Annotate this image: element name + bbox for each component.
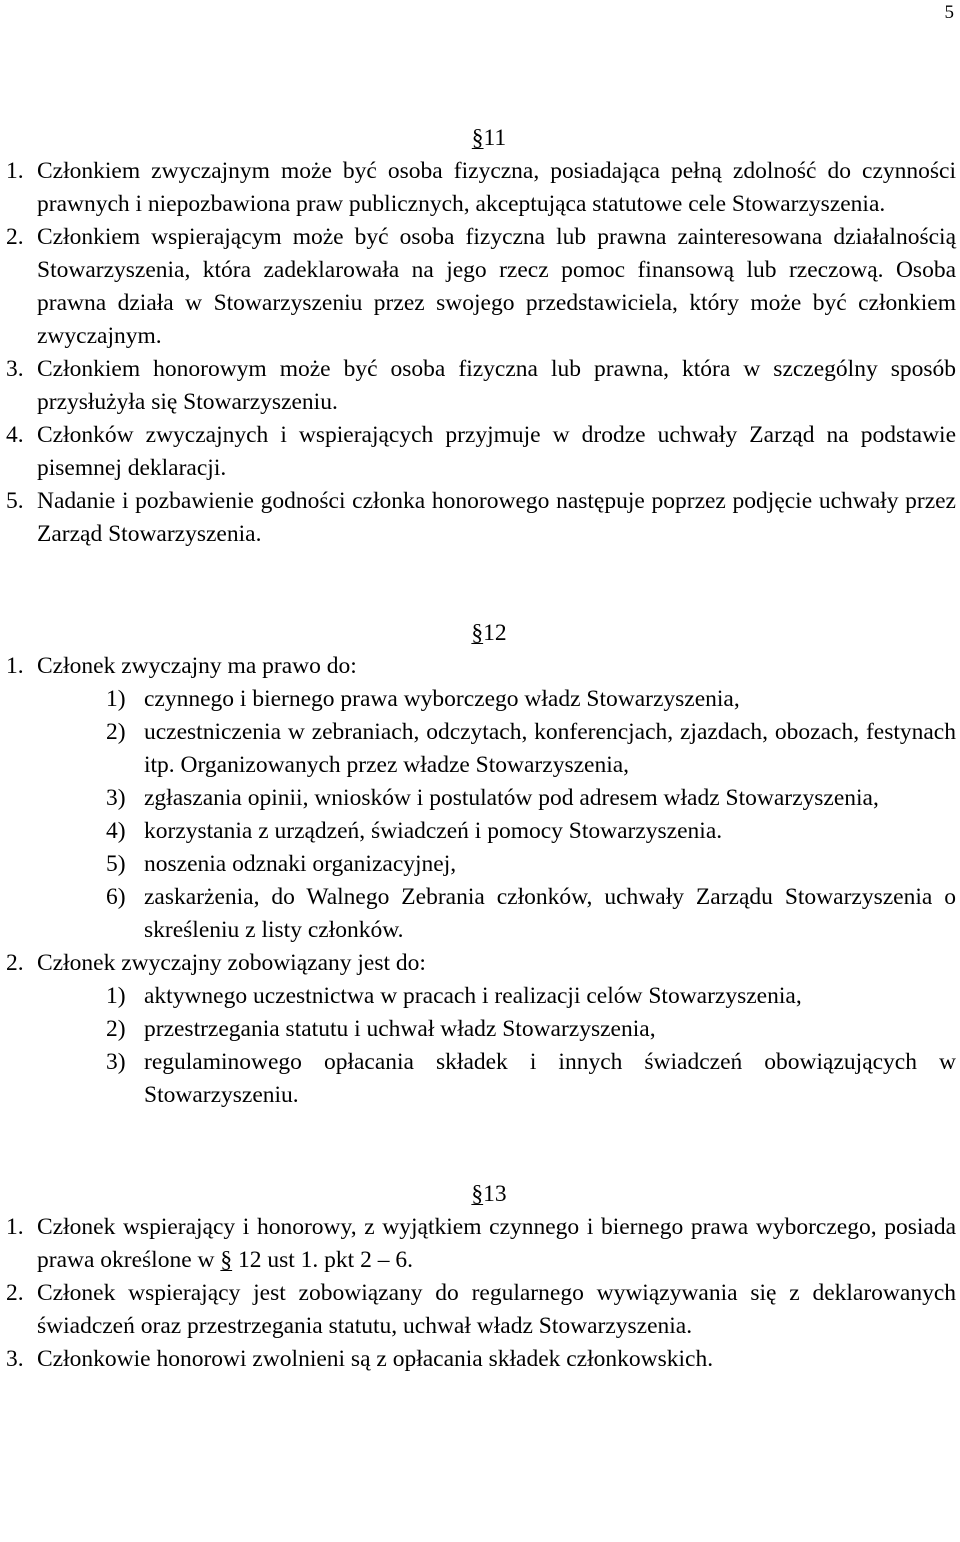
section-12 — [6, 617, 956, 1112]
item-text: Członkiem honorowym może być osoba fizyczna lub prawna, która w szczególny sposób przysłużyła się Stowarzyszeniu. — [37, 356, 956, 415]
sub-item-number: 6) — [106, 884, 126, 910]
sub-item-number: 4) — [106, 818, 126, 844]
paragraph-item — [6, 1343, 956, 1376]
sub-item-text: zgłaszania opinii, wniosków i postulatów pod adresem władz Stowarzyszenia, — [144, 785, 879, 811]
sub-item — [106, 716, 956, 782]
item-text-before: Członek wspierający i honorowy, z wyjątkiem czynnego i biernego prawa wyborczego, posiada prawa określone w — [37, 1214, 956, 1273]
sub-item-number: 2) — [106, 719, 126, 745]
item-number: 2. — [6, 1280, 24, 1306]
item-text: Członkiem wspierającym może być osoba fizyczna lub prawna zainteresowana działalnością Stowarzyszenia, która zadeklarowała na jego rzecz pomoc finansową lub rzeczową. Osoba prawna działa w Stowarzyszeniu przez swojego przedstawiciela, który może być członkiem zwyczajnym. — [37, 224, 956, 349]
item-number: 2. — [6, 224, 24, 250]
sub-item — [106, 782, 956, 815]
section-heading — [6, 617, 956, 650]
sub-item-number: 1) — [106, 983, 126, 1009]
item-number: 5. — [6, 488, 24, 514]
document-body — [6, 122, 956, 1376]
item-text: Członek zwyczajny ma prawo do: — [37, 653, 357, 679]
sub-item-text: korzystania z urządzeń, świadczeń i pomocy Stowarzyszenia. — [144, 818, 723, 844]
section-number: 12 — [483, 620, 507, 646]
item-number: 4. — [6, 422, 24, 448]
sub-item-text: uczestniczenia w zebraniach, odczytach, konferencjach, zjazdach, obozach, festynach itp. Organizowanych przez władze Stowarzyszenia, — [144, 719, 956, 778]
paragraph-item — [6, 155, 956, 221]
sub-item — [106, 881, 956, 947]
sub-item-number: 3) — [106, 1049, 126, 1075]
section-11 — [6, 122, 956, 551]
item-text: Członkiem zwyczajnym może być osoba fizyczna, posiadająca pełną zdolność do czynności prawnych i niepozbawiona praw publicznych, akceptująca statutowe cele Stowarzyszenia. — [37, 158, 956, 217]
sub-item-text: noszenia odznaki organizacyjnej, — [144, 851, 457, 877]
sub-item-number: 1) — [106, 686, 126, 712]
item-text: Członków zwyczajnych i wspierających przyjmuje w drodze uchwały Zarząd na podstawie pisemnej deklaracji. — [37, 422, 956, 481]
sub-item-text: czynnego i biernego prawa wyborczego władz Stowarzyszenia, — [144, 686, 740, 712]
item-text-after: 12 ust 1. pkt 2 – 6. — [232, 1247, 413, 1273]
paragraph-item — [6, 419, 956, 485]
paragraph-item — [6, 353, 956, 419]
paragraph-item — [6, 221, 956, 353]
sub-item — [106, 1046, 956, 1112]
sub-item-number: 3) — [106, 785, 126, 811]
paragraph-item — [6, 1277, 956, 1343]
item-number: 2. — [6, 950, 24, 976]
item-text: Członkowie honorowi zwolnieni są z opłacania składek członkowskich. — [37, 1346, 714, 1372]
sub-item — [106, 815, 956, 848]
section-heading — [6, 122, 956, 155]
sub-item — [106, 848, 956, 881]
paragraph-item — [6, 485, 956, 551]
sub-item — [106, 1013, 956, 1046]
section-number: 13 — [483, 1181, 507, 1207]
item-number: 1. — [6, 653, 24, 679]
sub-item — [106, 980, 956, 1013]
section-heading — [6, 1178, 956, 1211]
sub-item-text: regulaminowego opłacania składek i innych świadczeń obowiązujących w Stowarzyszeniu. — [144, 1049, 956, 1108]
item-text: Nadanie i pozbawienie godności członka honorowego następuje poprzez podjęcie uchwały przez Zarząd Stowarzyszenia. — [37, 488, 956, 547]
section-mark: § — [471, 620, 484, 646]
item-number: 3. — [6, 356, 24, 382]
sub-item-text: aktywnego uczestnictwa w pracach i realizacji celów Stowarzyszenia, — [144, 983, 802, 1009]
sub-item — [106, 683, 956, 716]
item-text: Członek zwyczajny zobowiązany jest do: — [37, 950, 426, 976]
reference-section-mark: § — [220, 1247, 233, 1273]
item-text: Członek wspierający jest zobowiązany do regularnego wywiązywania się z deklarowanych świadczeń oraz przestrzegania statutu, uchwał władz Stowarzyszenia. — [37, 1280, 956, 1339]
paragraph-item — [6, 1211, 956, 1277]
sub-item-number: 5) — [106, 851, 126, 877]
sub-item-number: 2) — [106, 1016, 126, 1042]
sub-list — [6, 683, 956, 947]
sub-list — [6, 980, 956, 1112]
item-number: 1. — [6, 1214, 24, 1240]
section-number: 11 — [483, 125, 507, 151]
sub-item-text: przestrzegania statutu i uchwał władz Stowarzyszenia, — [144, 1016, 656, 1042]
item-number: 1. — [6, 158, 24, 184]
section-mark: § — [471, 1181, 484, 1207]
section-13 — [6, 1178, 956, 1376]
page-number: 5 — [944, 2, 954, 23]
sub-item-text: zaskarżenia, do Walnego Zebrania członków, uchwały Zarządu Stowarzyszenia o skreśleniu z listy członków. — [144, 884, 956, 943]
item-number: 3. — [6, 1346, 24, 1372]
paragraph-item — [6, 650, 956, 683]
section-mark: § — [471, 125, 484, 151]
paragraph-item — [6, 947, 956, 980]
